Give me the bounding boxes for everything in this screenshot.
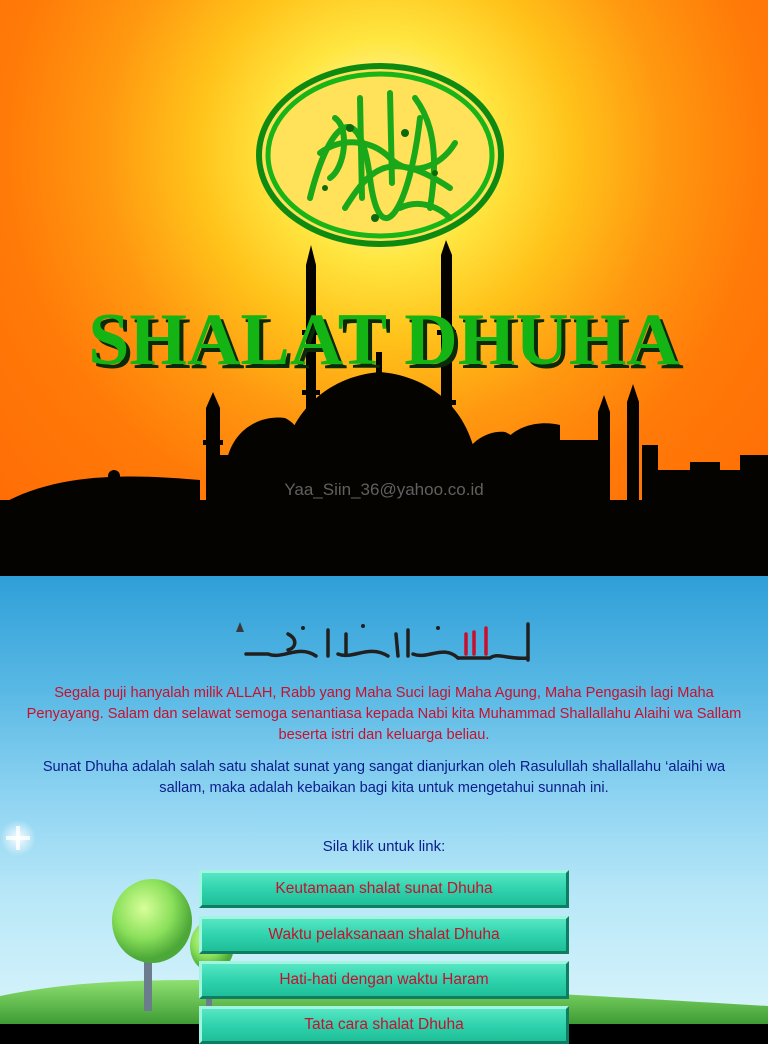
content-slide [0, 576, 768, 1033]
link-button-hati-hati[interactable]: Hati-hati dengan waktu Haram [199, 961, 569, 999]
bismillah-calligraphy-icon [228, 614, 548, 666]
link-button-waktu[interactable]: Waktu pelaksanaan shalat Dhuha [199, 916, 569, 954]
author-email: Yaa_Siin_36@yahoo.co.id [284, 480, 484, 499]
link-button-keutamaan[interactable]: Keutamaan shalat sunat Dhuha [199, 870, 569, 908]
link-button-tata-cara[interactable]: Tata cara shalat Dhuha [199, 1006, 569, 1044]
intro-paragraph-blue: Sunat Dhuha adalah salah satu shalat sunat yang sangat dianjurkan oleh Rasulullah shallallahu ‘alaihi wa sallam, maka adalah kebaikan bagi kita untuk mengetahui sunnah ini. [42, 759, 726, 796]
slide-title: SHALAT DHUHA [88, 299, 680, 381]
intro-paragraph-red: Segala puji hanyalah milik ALLAH, Rabb yang Maha Suci lagi Maha Agung, Maha Pengasih lagi Maha Penyayang. Salam dan selawat semoga senantiasa kepada Nabi kita Muhammad Shallallahu Alaihi wa Sallam beserta istri dan keluarga beliau. [26, 685, 742, 743]
link-prompt: Sila klik untuk link: [322, 838, 446, 855]
